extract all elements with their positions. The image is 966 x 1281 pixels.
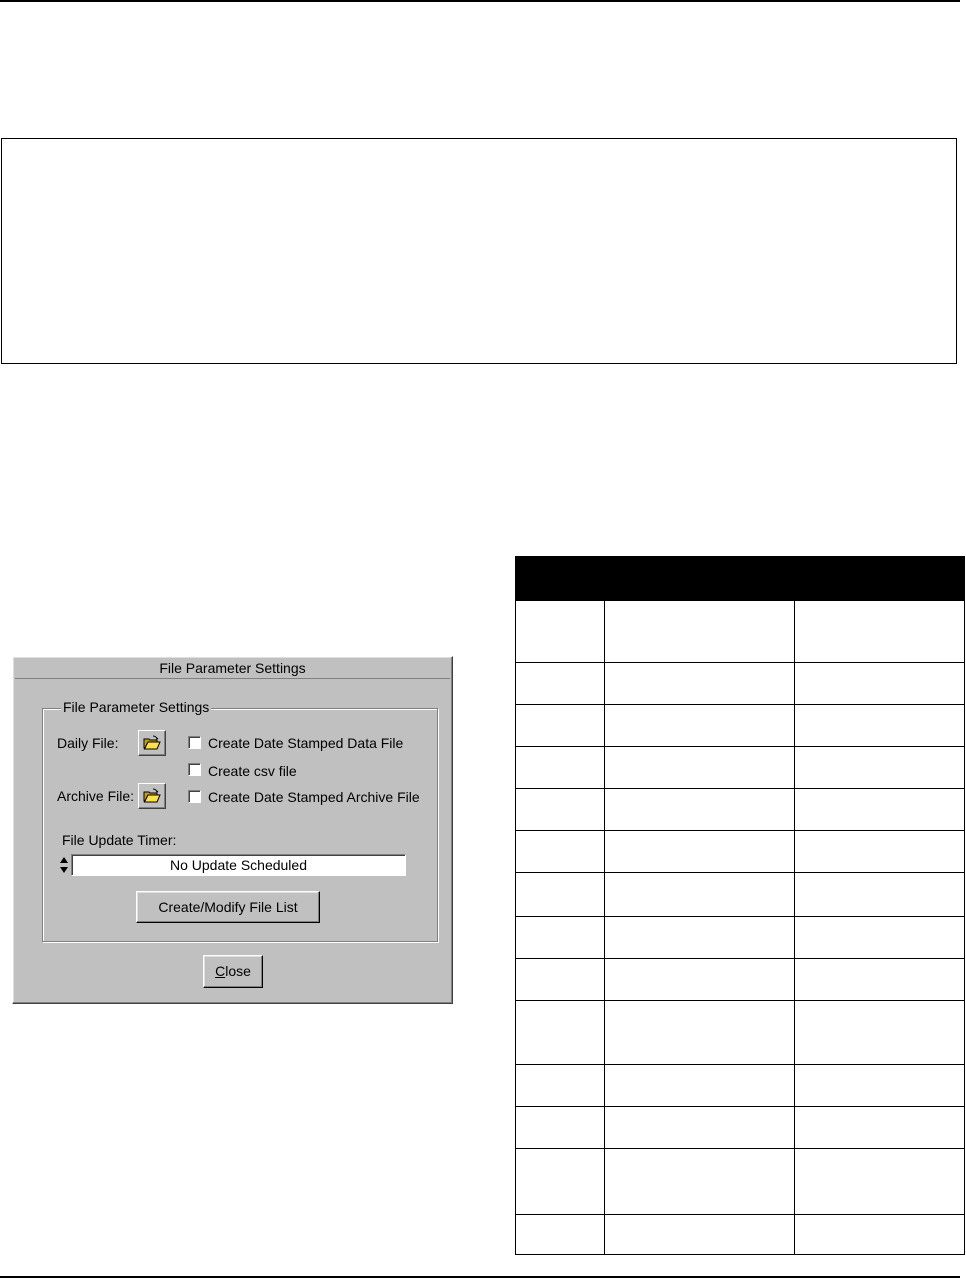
table-cell bbox=[605, 917, 794, 959]
table-cell bbox=[605, 1065, 794, 1107]
table-cell bbox=[516, 663, 605, 705]
table-row bbox=[516, 959, 965, 1001]
table-cell bbox=[605, 663, 794, 705]
table-cell bbox=[516, 831, 605, 873]
file-update-timer-field[interactable]: No Update Scheduled bbox=[71, 854, 406, 876]
daily-file-label: Daily File: bbox=[57, 735, 119, 751]
dialog-title: File Parameter Settings bbox=[15, 659, 450, 679]
table-cell bbox=[794, 705, 964, 747]
table-cell bbox=[794, 747, 964, 789]
table-row bbox=[516, 789, 965, 831]
table-cell bbox=[516, 1149, 605, 1215]
table-cell bbox=[605, 601, 794, 663]
table-row bbox=[516, 1065, 965, 1107]
data-table bbox=[515, 556, 965, 1255]
table-cell bbox=[794, 1107, 964, 1149]
table-cell bbox=[605, 1107, 794, 1149]
csv-label: Create csv file bbox=[208, 763, 297, 779]
footer-rule bbox=[0, 1276, 960, 1278]
table-cell bbox=[794, 1065, 964, 1107]
table-header-cell bbox=[516, 557, 605, 601]
table-row bbox=[516, 1107, 965, 1149]
table-cell bbox=[516, 705, 605, 747]
table-row bbox=[516, 601, 965, 663]
table-row bbox=[516, 705, 965, 747]
open-folder-icon bbox=[143, 788, 161, 804]
groupbox-label: File Parameter Settings bbox=[63, 699, 210, 715]
date-stamped-data-checkbox[interactable] bbox=[188, 736, 201, 749]
close-label-rest: lose bbox=[225, 963, 251, 979]
daily-file-browse-button[interactable] bbox=[138, 730, 166, 756]
table-cell bbox=[605, 831, 794, 873]
table-header-row bbox=[516, 557, 965, 601]
table-row bbox=[516, 917, 965, 959]
table-cell bbox=[516, 959, 605, 1001]
table-cell bbox=[605, 1149, 794, 1215]
table-cell bbox=[516, 1107, 605, 1149]
archive-file-browse-button[interactable] bbox=[138, 783, 166, 809]
table-cell bbox=[605, 1001, 794, 1065]
table-row bbox=[516, 747, 965, 789]
table-cell bbox=[794, 789, 964, 831]
date-stamped-archive-checkbox[interactable] bbox=[188, 790, 201, 803]
table-cell bbox=[605, 1215, 794, 1255]
table-row bbox=[516, 1215, 965, 1255]
table-cell bbox=[516, 747, 605, 789]
create-modify-file-list-button[interactable]: Create/Modify File List bbox=[136, 891, 320, 923]
table-cell bbox=[605, 705, 794, 747]
close-mnemonic: C bbox=[215, 963, 226, 979]
file-parameter-settings-dialog bbox=[12, 656, 453, 1004]
table-cell bbox=[605, 789, 794, 831]
table-cell bbox=[794, 917, 964, 959]
table-row bbox=[516, 663, 965, 705]
open-folder-icon bbox=[143, 735, 161, 751]
table-cell bbox=[516, 601, 605, 663]
table-cell bbox=[516, 917, 605, 959]
file-update-timer-label: File Update Timer: bbox=[62, 832, 177, 848]
table-header-cell bbox=[794, 557, 964, 601]
table-row bbox=[516, 1149, 965, 1215]
table-row bbox=[516, 1001, 965, 1065]
csv-checkbox[interactable] bbox=[188, 763, 201, 776]
table-cell bbox=[794, 1149, 964, 1215]
table-cell bbox=[794, 1001, 964, 1065]
table-cell bbox=[794, 873, 964, 917]
table-cell bbox=[516, 1065, 605, 1107]
date-stamped-data-label: Create Date Stamped Data File bbox=[208, 735, 404, 751]
table-cell bbox=[794, 831, 964, 873]
table-row bbox=[516, 873, 965, 917]
table-row bbox=[516, 831, 965, 873]
spinner-arrows-icon bbox=[58, 854, 70, 876]
table-cell bbox=[605, 747, 794, 789]
timer-spinner[interactable] bbox=[58, 854, 70, 876]
table-cell bbox=[794, 601, 964, 663]
table-cell bbox=[794, 959, 964, 1001]
notice-box bbox=[1, 138, 957, 364]
table-cell bbox=[516, 1215, 605, 1255]
table-body bbox=[516, 601, 965, 1255]
table-cell bbox=[794, 663, 964, 705]
table-cell bbox=[516, 873, 605, 917]
table-header-cell bbox=[605, 557, 794, 601]
archive-file-label: Archive File: bbox=[57, 788, 135, 804]
date-stamped-archive-label: Create Date Stamped Archive File bbox=[208, 789, 420, 805]
table-cell bbox=[516, 789, 605, 831]
table-cell bbox=[605, 873, 794, 917]
table-cell bbox=[605, 959, 794, 1001]
table-cell bbox=[516, 1001, 605, 1065]
header-rule bbox=[0, 0, 960, 2]
close-button[interactable] bbox=[203, 955, 263, 988]
table-cell bbox=[794, 1215, 964, 1255]
